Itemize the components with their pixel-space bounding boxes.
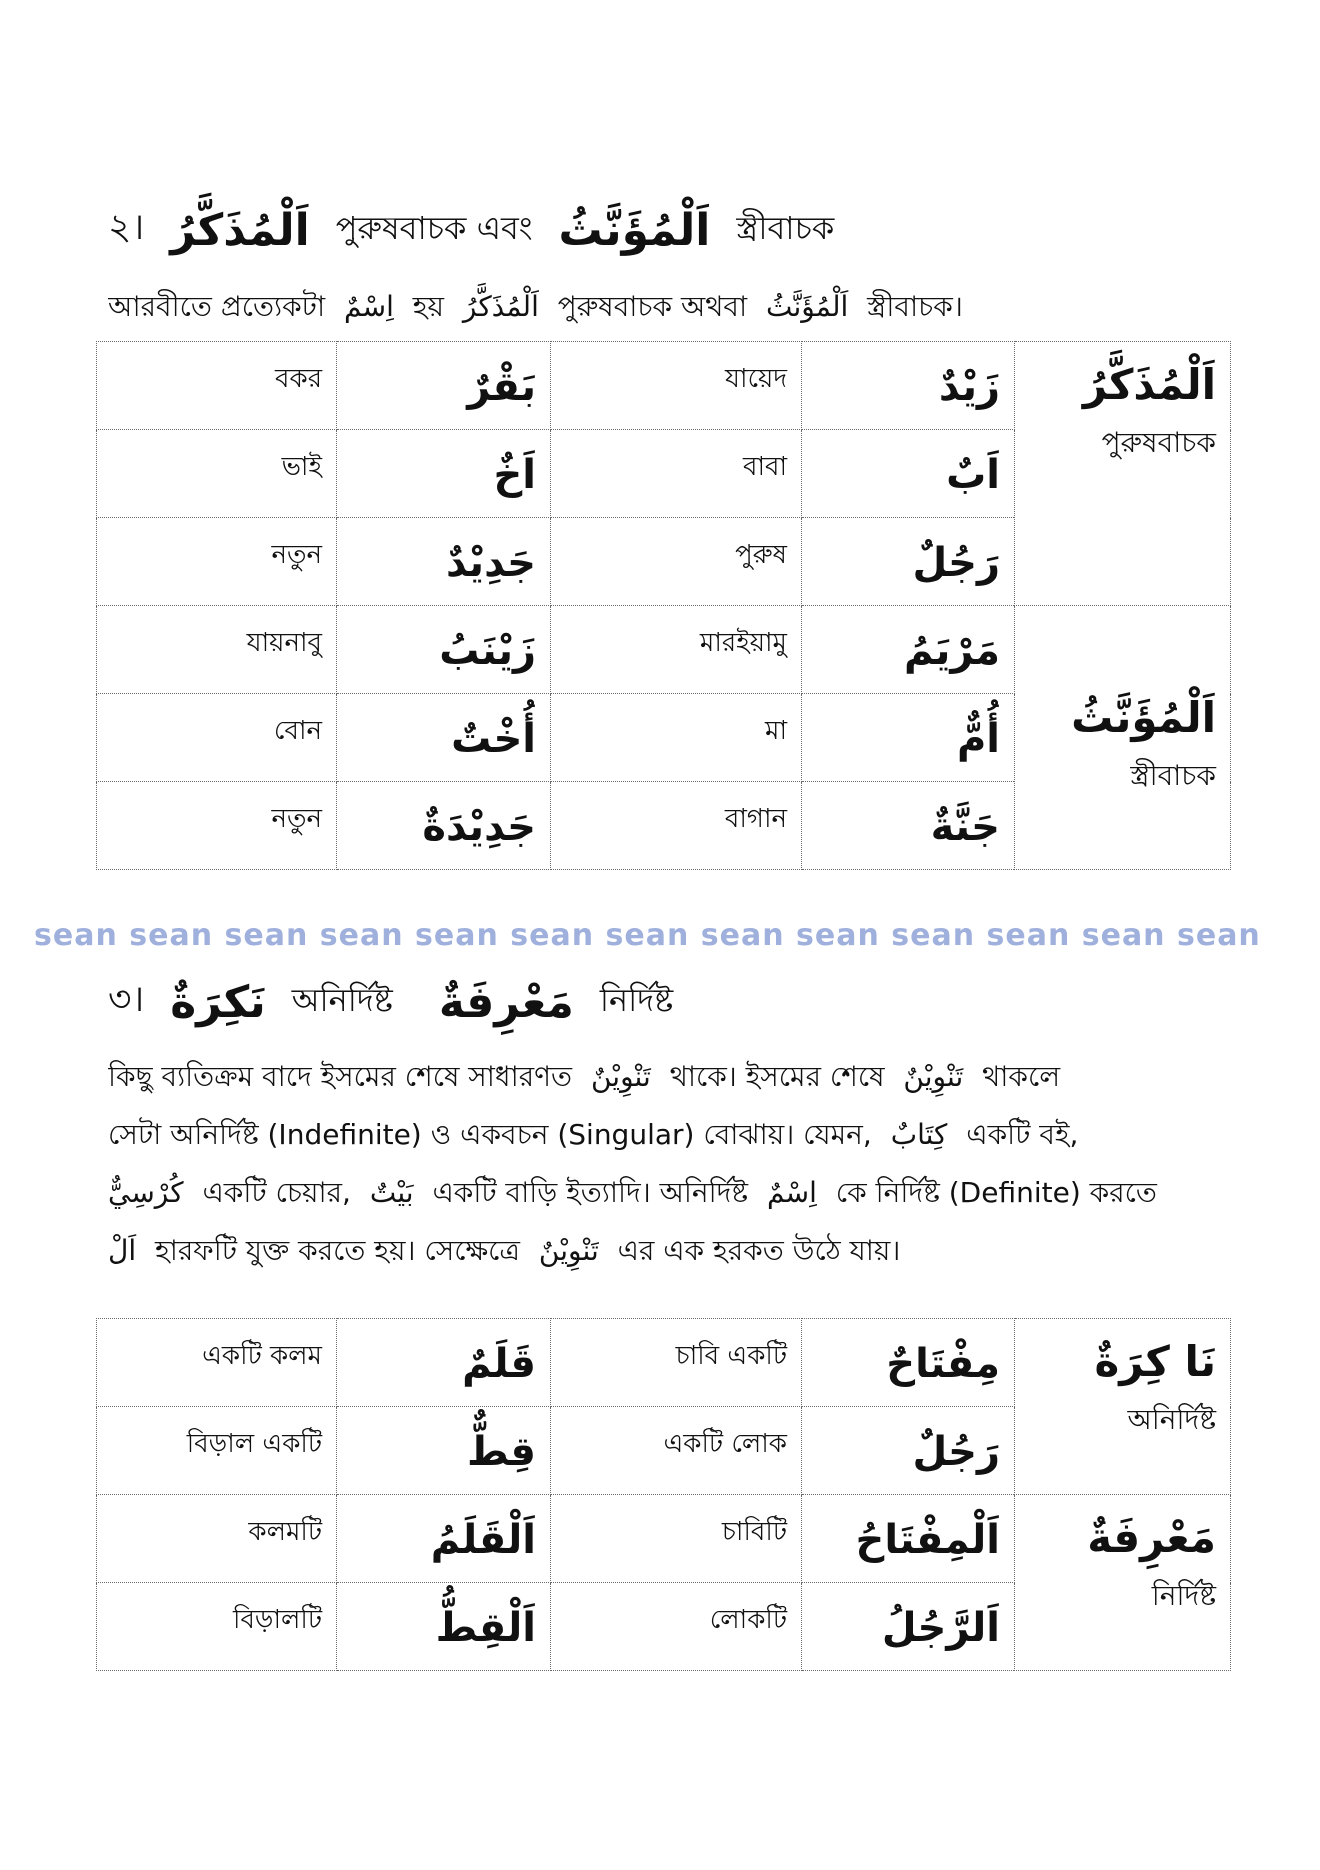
section-3-paragraph: [108, 1048, 1220, 1280]
arabic-word-cell: اَخٌ: [493, 452, 536, 498]
meaning-cell: লোকটি: [709, 1605, 787, 1635]
intro-text: স্ত্রীবাচক।: [867, 290, 963, 323]
feminine-category-cell: [1015, 606, 1231, 870]
marifah-bengali-label: নির্দিষ্ট: [599, 981, 674, 1019]
paragraph-text: থাকলে: [982, 1060, 1061, 1093]
arabic-word-cell: مِفْتَاحٌ: [886, 1341, 1000, 1387]
paragraph-text: হারফটি যুক্ত করতে হয়। সেক্ষেত্রে: [155, 1234, 521, 1267]
watermark: sean sean sean sean sean sean sean sean sean sean sean sean sean: [34, 918, 1261, 953]
ism-arabic: اِسْمٌ: [343, 290, 394, 323]
meaning-cell: পুরুষ: [735, 540, 787, 570]
arabic-word-cell: رَجُلٌ: [912, 540, 1000, 586]
meaning-cell: চাবি একটি: [675, 1341, 787, 1371]
marifah-arabic-term: مَعْرِفَةٌ: [438, 976, 574, 1028]
definiteness-table: [96, 1318, 1231, 1671]
intro-text: আরবীতে প্রত্যেকটা: [108, 290, 326, 323]
gender-table: [96, 341, 1231, 870]
category-arabic: اَلْمُذَكَّرُ: [1082, 360, 1216, 409]
paragraph-text: একটি বাড়ি ইত্যাদি। অনির্দিষ্ট: [432, 1176, 749, 1209]
meaning-cell: কলমটি: [248, 1517, 322, 1547]
nakirah-category-cell: [1015, 1319, 1231, 1495]
category-bengali: অনির্দিষ্ট: [1127, 1403, 1216, 1436]
arabic-word-cell: جَدِيْدٌ: [445, 540, 536, 586]
meaning-cell: একটি কলম: [202, 1341, 322, 1371]
arabic-word-cell: جَدِيْدَةٌ: [422, 804, 536, 850]
muannath-arabic: اَلْمُؤَنَّثُ: [766, 290, 849, 323]
ism-arabic: اِسْمٌ: [767, 1176, 817, 1209]
meaning-cell: নতুন: [271, 804, 322, 834]
paragraph-text: এর এক হরকত উঠে যায়।: [617, 1234, 901, 1267]
category-bengali: স্ত্রীবাচক: [1130, 758, 1216, 792]
arabic-word-cell: اَلرَّجُلُ: [881, 1605, 1000, 1651]
meaning-cell: বাগান: [724, 804, 787, 834]
kursi-arabic: كُرْسِيٌّ: [108, 1176, 184, 1209]
arabic-word-cell: زَيْدٌ: [938, 364, 1000, 410]
section-2-intro: [108, 278, 1220, 336]
paragraph-text: সেটা অনির্দিষ্ট (Indefinite) ও একবচন (Singular) বোঝায়। যেমন,: [108, 1118, 872, 1151]
nakirah-bengali-label: অনির্দিষ্ট: [291, 981, 393, 1019]
arabic-word-cell: اَلْقِطُّ: [435, 1605, 536, 1651]
arabic-word-cell: مَرْيَمُ: [903, 628, 1000, 674]
section-3-heading: [108, 972, 1228, 1032]
paragraph-text: একটি বই,: [966, 1118, 1079, 1151]
table-row: [97, 1495, 1231, 1583]
meaning-cell: মারইয়ামু: [699, 628, 787, 658]
category-bengali: পুরুষবাচক: [1101, 426, 1216, 459]
masculine-category-cell: [1015, 342, 1231, 606]
meaning-cell: মা: [765, 716, 787, 746]
meaning-cell: একটি লোক: [663, 1429, 787, 1459]
nakirah-arabic-term: نَكِرَةٌ: [170, 976, 266, 1028]
meaning-cell: নতুন: [271, 540, 322, 570]
arabic-word-cell: قَلَمٌ: [462, 1341, 536, 1387]
arabic-word-cell: اَبٌ: [946, 452, 1000, 498]
category-arabic: اَلْمُؤَنَّثُ: [1071, 692, 1216, 742]
arabic-word-cell: أُمٌّ: [956, 716, 1000, 762]
paragraph-text: কে নির্দিষ্ট (Definite) করতে: [835, 1176, 1157, 1209]
bayt-arabic: بَيْتٌ: [369, 1176, 414, 1209]
meaning-cell: যায়েদ: [725, 364, 787, 394]
meaning-cell: বিড়ালটি: [233, 1605, 322, 1635]
arabic-word-cell: زَيْنَبُ: [439, 628, 536, 674]
paragraph-text: থাকে। ইসমের শেষে: [669, 1060, 885, 1093]
tanween-arabic: تَنْوِيْنٌ: [590, 1060, 651, 1093]
tanween-arabic: تَنْوِيْنٌ: [538, 1234, 599, 1267]
meaning-cell: বকর: [275, 364, 322, 394]
arabic-word-cell: اَلْقَلَمُ: [430, 1517, 536, 1563]
meaning-cell: ভাই: [281, 452, 322, 482]
meaning-cell: বাবা: [742, 452, 787, 482]
masculine-arabic-term: اَلْمُذَكَّرُ: [170, 204, 310, 256]
section-2-heading: [108, 200, 1228, 260]
category-arabic: مَعْرِفَةٌ: [1087, 1513, 1216, 1562]
arabic-word-cell: رَجُلٌ: [912, 1429, 1000, 1475]
arabic-word-cell: جَنَّةٌ: [930, 804, 1000, 850]
meaning-cell: বিড়াল একটি: [186, 1429, 322, 1459]
table-row: [97, 606, 1231, 694]
table-row: [97, 1319, 1231, 1407]
intro-text: পুরুষবাচক অথবা: [557, 290, 748, 323]
masculine-bengali-label: পুরুষবাচক এবং: [335, 209, 533, 247]
kitab-arabic: كِتَابٌ: [890, 1118, 948, 1151]
feminine-bengali-label: স্ত্রীবাচক: [736, 209, 835, 247]
paragraph-text: কিছু ব্যতিক্রম বাদে ইসমের শেষে সাধারণত: [108, 1060, 573, 1093]
arabic-word-cell: قِطٌّ: [466, 1429, 536, 1475]
marifah-category-cell: [1015, 1495, 1231, 1671]
arabic-word-cell: اَلْمِفْتَاحُ: [855, 1517, 1000, 1563]
category-arabic: نَا كِرَةٌ: [1094, 1337, 1216, 1386]
table-row: [97, 342, 1231, 430]
mudhakkar-arabic: اَلْمُذَكَّرُ: [462, 290, 539, 323]
arabic-word-cell: بَقْرٌ: [467, 364, 536, 410]
al-arabic: اَلْ: [108, 1234, 137, 1267]
intro-text: হয়: [412, 290, 444, 323]
category-bengali: নির্দিষ্ট: [1151, 1579, 1216, 1612]
arabic-word-cell: أُخْتٌ: [451, 716, 536, 762]
feminine-arabic-term: اَلْمُؤَنَّثُ: [558, 204, 711, 256]
meaning-cell: বোন: [273, 716, 322, 746]
meaning-cell: যায়নাবু: [246, 628, 322, 658]
section-number: ৩।: [108, 979, 145, 1020]
section-number: ২।: [108, 207, 145, 248]
meaning-cell: চাবিটি: [721, 1517, 787, 1547]
tanween-arabic: تَنْوِيْنٌ: [903, 1060, 964, 1093]
paragraph-text: একটি চেয়ার,: [202, 1176, 351, 1209]
